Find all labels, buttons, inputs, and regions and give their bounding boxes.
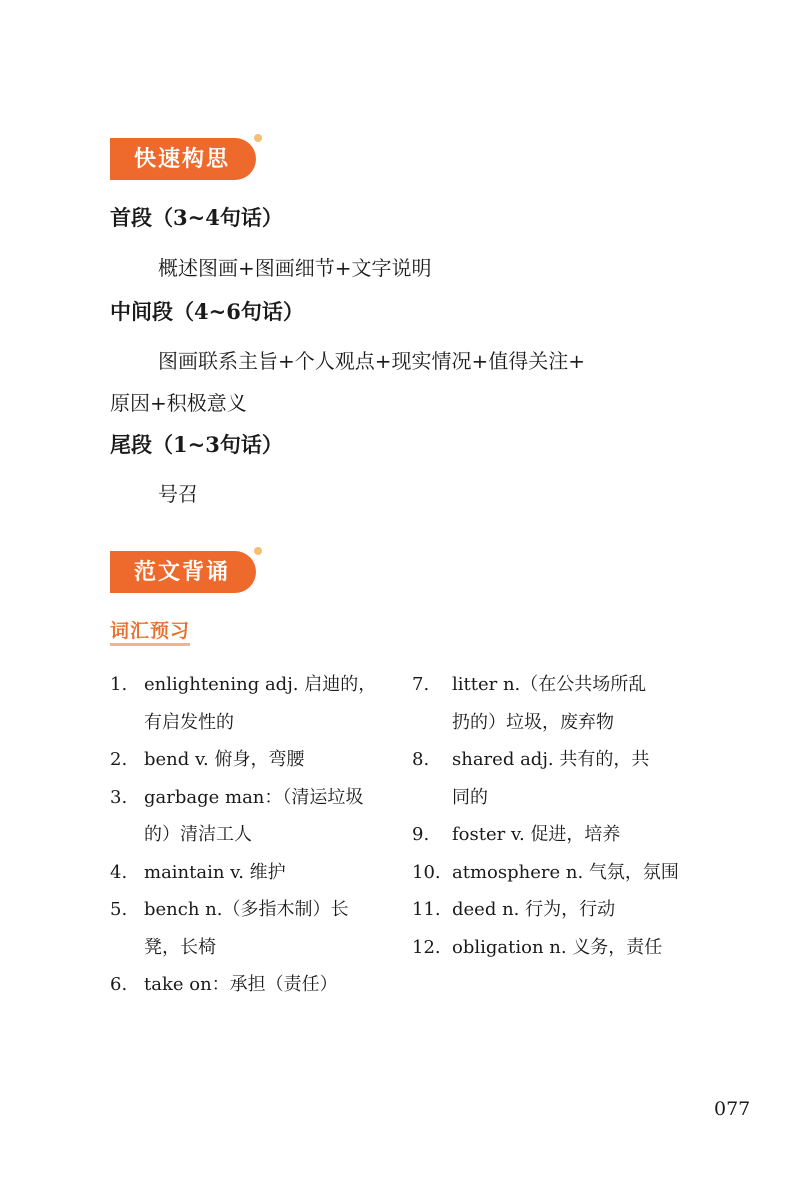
vocab-line: maintain v. 维护 [144, 861, 286, 883]
vocab-number: 12. [412, 936, 441, 958]
vocab-definition [144, 891, 395, 966]
vocab-item-12 [412, 929, 697, 967]
vocab-item-11 [412, 891, 697, 929]
vocab-line: 有启发性的 [144, 711, 234, 733]
vocab-definition [452, 666, 697, 741]
vocab-number: 10. [412, 861, 441, 883]
vocab-definition [452, 929, 697, 967]
vocab-line: bench n.（多指木制）长 [144, 899, 349, 920]
vocab-line: obligation n. 义务，责任 [452, 936, 663, 958]
vocab-definition [144, 966, 395, 1004]
vocab-definition [144, 741, 395, 779]
vocab-number: 9. [412, 824, 430, 845]
vocab-item-7 [412, 666, 697, 741]
vocab-line: 的）清洁工人 [144, 824, 252, 845]
heading-last-paragraph: 尾段（1~3句话） [110, 432, 283, 457]
vocab-preview-title: 词汇预习 [110, 616, 190, 643]
vocab-number: 5. [110, 899, 128, 920]
vocab-item-9 [412, 816, 697, 854]
vocab-number: 4. [110, 861, 128, 883]
vocab-definition [452, 816, 697, 854]
vocab-number: 8. [412, 749, 430, 770]
vocab-item-5 [110, 891, 395, 966]
vocab-definition [144, 779, 395, 854]
vocab-line: shared adj. 共有的，共 [452, 749, 650, 770]
vocab-line: enlightening adj. 启迪的， [144, 674, 377, 695]
vocab-item-8 [412, 741, 697, 816]
vocab-line: 凳，长椅 [144, 936, 216, 958]
vocab-line: atmosphere n. 气氛，氛围 [452, 861, 679, 883]
heading-middle-paragraph: 中间段（4~6句话） [110, 299, 304, 324]
vocab-definition [452, 741, 697, 816]
vocab-line: 扔的）垃圾，废弃物 [452, 711, 614, 733]
vocab-line: 同的 [452, 786, 488, 808]
vocab-line: litter n.（在公共场所乱 [452, 674, 647, 695]
first-paragraph-content: 概述图画+图画细节+文字说明 [158, 256, 432, 280]
vocab-line: take on：承担（责任） [144, 974, 338, 995]
vocab-line: bend v. 俯身，弯腰 [144, 749, 305, 770]
vocab-definition [452, 891, 697, 929]
vocab-line: foster v. 促进，培养 [452, 824, 621, 845]
vocab-line: garbage man：（清运垃圾 [144, 786, 364, 808]
vocab-item-2 [110, 741, 395, 779]
vocab-item-4 [110, 854, 395, 892]
vocab-line: deed n. 行为，行动 [452, 899, 616, 920]
vocab-number: 2. [110, 749, 128, 770]
vocab-definition [452, 854, 697, 892]
vocab-definition [144, 854, 395, 892]
vocab-list-right [412, 666, 697, 966]
heading-first-paragraph: 首段（3~4句话） [110, 205, 283, 230]
vocab-number: 6. [110, 974, 128, 995]
section-badge-quick-outline: 快速构思 [110, 138, 256, 180]
vocab-item-6 [110, 966, 395, 1004]
vocab-list-left [110, 666, 395, 1004]
vocab-definition [144, 666, 395, 741]
vocab-item-3 [110, 779, 395, 854]
section-badge-model-essay: 范文背诵 [110, 551, 256, 593]
vocab-number: 3. [110, 786, 128, 808]
vocab-item-10 [412, 854, 697, 892]
middle-paragraph-content-line2: 原因+积极意义 [110, 391, 247, 415]
vocab-number: 11. [412, 899, 441, 920]
page-number: 077 [714, 1098, 751, 1120]
vocab-number: 1. [110, 674, 128, 695]
vocab-item-1 [110, 666, 395, 741]
middle-paragraph-content-line1: 图画联系主旨+个人观点+现实情况+值得关注+ [158, 349, 586, 373]
vocab-number: 7. [412, 674, 430, 695]
last-paragraph-content: 号召 [158, 482, 198, 506]
